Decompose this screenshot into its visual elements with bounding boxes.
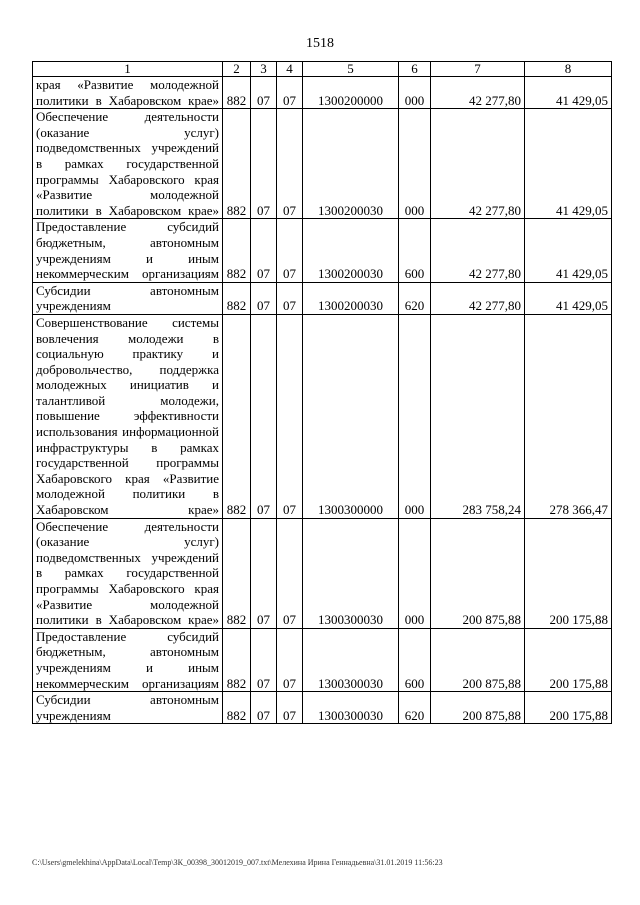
row-target-item: 1300300000 <box>303 314 399 518</box>
row-amount-col8: 41 429,05 <box>525 77 612 109</box>
row-target-item: 1300200030 <box>303 109 399 219</box>
row-subsection: 07 <box>277 314 303 518</box>
table-row <box>33 692 612 724</box>
row-description: Предоставление субсидий бюджетным, автономным учреждениям и иным некоммерческим организациям <box>33 628 223 691</box>
row-section: 07 <box>251 282 277 314</box>
row-expense-type: 000 <box>399 77 431 109</box>
row-expense-type: 600 <box>399 628 431 691</box>
footer-file-path: C:\Users\gmelekhina\AppData\Local\Temp\ЗК_00398_30012019_007.txt\Мелехина Ирина Геннадьевна\31.01.2019 11:56:23 <box>32 858 443 867</box>
row-amount-col7: 42 277,80 <box>431 219 525 282</box>
row-amount-col7: 200 875,88 <box>431 628 525 691</box>
table-row <box>33 282 612 314</box>
row-section: 07 <box>251 109 277 219</box>
row-expense-type: 000 <box>399 518 431 628</box>
row-amount-col7: 42 277,80 <box>431 282 525 314</box>
row-section: 07 <box>251 518 277 628</box>
row-admin-code: 882 <box>223 77 251 109</box>
row-expense-type: 000 <box>399 109 431 219</box>
row-section: 07 <box>251 314 277 518</box>
row-description: края «Развитие молодежной политики в Хабаровском крае» <box>33 77 223 109</box>
row-subsection: 07 <box>277 518 303 628</box>
table-body <box>33 77 612 724</box>
column-header: 6 <box>399 62 431 77</box>
row-section: 07 <box>251 628 277 691</box>
row-description: Обеспечение деятельности (оказание услуг) подведомственных учреждений в рамках государственной программы Хабаровского края «Развитие молодежной политики в Хабаровском крае» <box>33 518 223 628</box>
row-description: Предоставление субсидий бюджетным, автономным учреждениям и иным некоммерческим организациям <box>33 219 223 282</box>
row-subsection: 07 <box>277 628 303 691</box>
column-header: 2 <box>223 62 251 77</box>
table-row <box>33 314 612 518</box>
row-admin-code: 882 <box>223 109 251 219</box>
column-header: 7 <box>431 62 525 77</box>
table-row <box>33 109 612 219</box>
row-amount-col7: 200 875,88 <box>431 518 525 628</box>
row-amount-col8: 200 175,88 <box>525 628 612 691</box>
row-description: Субсидии автономным учреждениям <box>33 692 223 724</box>
row-description: Обеспечение деятельности (оказание услуг) подведомственных учреждений в рамках государственной программы Хабаровского края «Развитие молодежной политики в Хабаровском крае» <box>33 109 223 219</box>
row-amount-col7: 42 277,80 <box>431 109 525 219</box>
row-subsection: 07 <box>277 282 303 314</box>
table-row <box>33 518 612 628</box>
row-amount-col7: 283 758,24 <box>431 314 525 518</box>
column-header: 8 <box>525 62 612 77</box>
column-header: 1 <box>33 62 223 77</box>
row-admin-code: 882 <box>223 692 251 724</box>
row-admin-code: 882 <box>223 282 251 314</box>
row-description: Субсидии автономным учреждениям <box>33 282 223 314</box>
row-amount-col8: 41 429,05 <box>525 109 612 219</box>
row-section: 07 <box>251 692 277 724</box>
page-number: 1518 <box>306 36 334 51</box>
row-amount-col7: 200 875,88 <box>431 692 525 724</box>
row-section: 07 <box>251 219 277 282</box>
row-expense-type: 000 <box>399 314 431 518</box>
row-target-item: 1300200030 <box>303 219 399 282</box>
row-subsection: 07 <box>277 77 303 109</box>
row-amount-col8: 278 366,47 <box>525 314 612 518</box>
row-admin-code: 882 <box>223 219 251 282</box>
table-header-row <box>33 62 612 77</box>
column-header: 5 <box>303 62 399 77</box>
row-amount-col8: 200 175,88 <box>525 518 612 628</box>
budget-table <box>32 61 612 724</box>
row-admin-code: 882 <box>223 314 251 518</box>
row-amount-col7: 42 277,80 <box>431 77 525 109</box>
row-target-item: 1300300030 <box>303 518 399 628</box>
column-header: 4 <box>277 62 303 77</box>
row-amount-col8: 41 429,05 <box>525 282 612 314</box>
row-admin-code: 882 <box>223 518 251 628</box>
row-expense-type: 620 <box>399 692 431 724</box>
row-section: 07 <box>251 77 277 109</box>
row-subsection: 07 <box>277 219 303 282</box>
table-row <box>33 628 612 691</box>
row-subsection: 07 <box>277 109 303 219</box>
row-amount-col8: 41 429,05 <box>525 219 612 282</box>
table-row <box>33 219 612 282</box>
row-expense-type: 600 <box>399 219 431 282</box>
row-description: Совершенствование системы вовлечения молодежи в социальную практику и добровольчество, поддержка молодежных инициатив и талантливой молодежи, повышение эффективности использования информационной инфраструктуры в рамках государственной программы Хабаровского края «Развитие молодежной политики в Хабаровском крае» <box>33 314 223 518</box>
row-amount-col8: 200 175,88 <box>525 692 612 724</box>
row-target-item: 1300200000 <box>303 77 399 109</box>
row-target-item: 1300200030 <box>303 282 399 314</box>
row-admin-code: 882 <box>223 628 251 691</box>
table-row <box>33 77 612 109</box>
column-header: 3 <box>251 62 277 77</box>
row-expense-type: 620 <box>399 282 431 314</box>
row-subsection: 07 <box>277 692 303 724</box>
row-target-item: 1300300030 <box>303 628 399 691</box>
row-target-item: 1300300030 <box>303 692 399 724</box>
